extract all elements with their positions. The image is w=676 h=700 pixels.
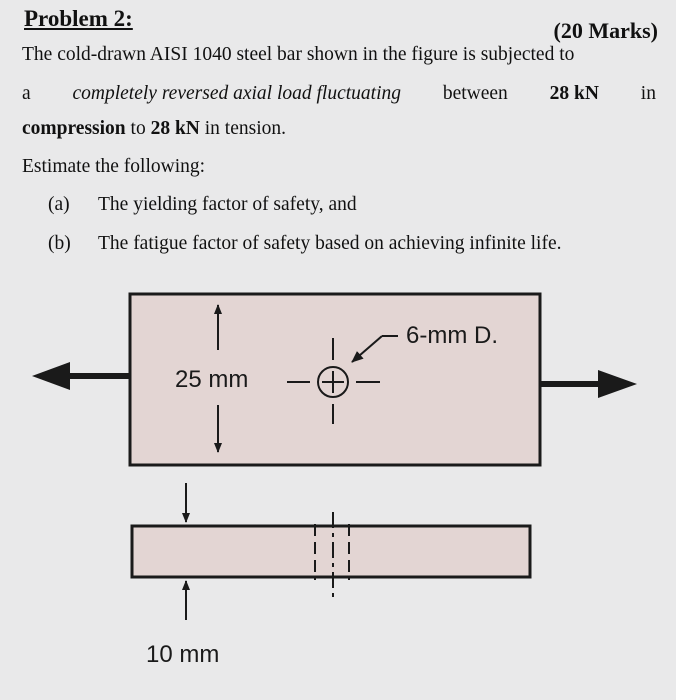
estimate-heading: Estimate the following: (22, 156, 206, 177)
item-a-label: (a) (48, 194, 70, 215)
line2-prefix: a (22, 83, 31, 104)
problem-title: Problem 2: (24, 6, 133, 31)
compressive-load-value: 28 kN (549, 83, 599, 104)
item-a-text: The yielding factor of safety, and (98, 194, 357, 215)
compression-word: compression (22, 118, 126, 139)
right-load-arrow (540, 370, 637, 398)
tensile-load-value: 28 kN (150, 118, 200, 139)
hole-diameter-label: 6-mm D. (406, 322, 498, 349)
line2-suffix: in (640, 83, 656, 104)
left-load-arrow (32, 362, 130, 390)
line2-between: between (442, 83, 508, 104)
marks-label: (20 Marks) (553, 18, 658, 43)
problem-statement-line-1: The cold-drawn AISI 1040 steel bar shown in the figure is subjected to (22, 44, 575, 65)
line3-rest: in tension. (204, 118, 287, 139)
thickness-dimension-label: 10 mm (146, 641, 220, 668)
loading-description: completely reversed axial load fluctuating (72, 83, 402, 104)
width-dimension-label: 25 mm (175, 366, 249, 393)
plate-side-view (132, 526, 530, 577)
item-b-label: (b) (48, 233, 71, 254)
item-b-text: The fatigue factor of safety based on achieving infinite life. (98, 233, 562, 254)
line3-to: to (130, 118, 146, 139)
